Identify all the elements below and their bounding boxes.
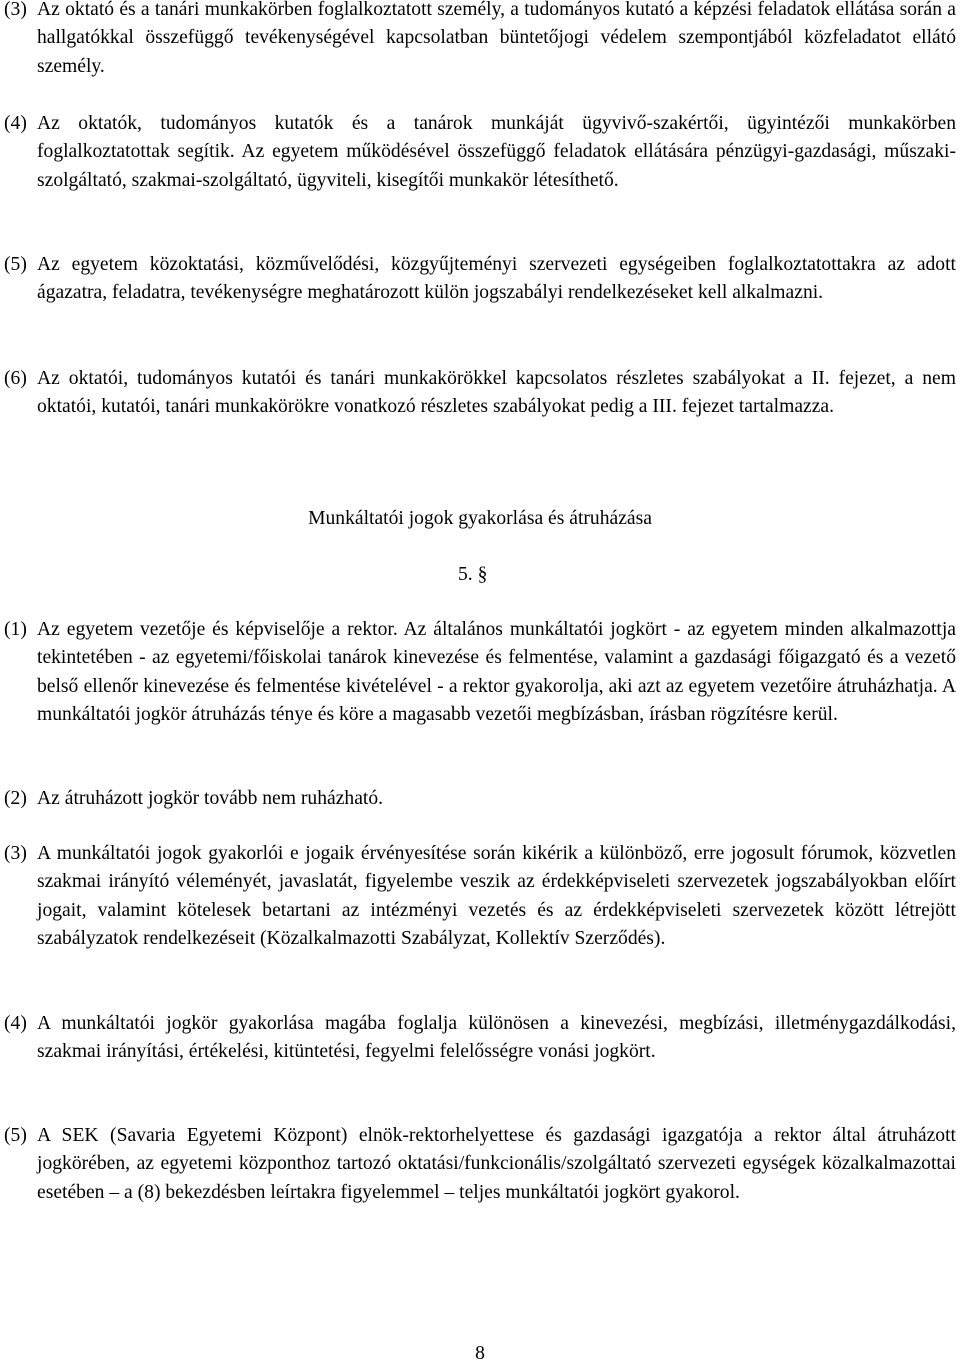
paragraph-number: (6) (4, 368, 27, 389)
paragraph-number: (3) (4, 843, 27, 864)
paragraph-number: (2) (4, 788, 27, 809)
section-heading: Munkáltatói jogok gyakorlása és átruházása (308, 508, 652, 529)
paragraph-number: (4) (4, 113, 27, 134)
paragraph-text: A munkáltatói jogok gyakorlói e jogaik érvényesítése során kikérik a különböző, erre jogosult fórumok, közvetlen szakmai irányító véleményét, javaslatát, figyelembe veszik az érdekképviseleti szervezetek jogszabályokban előírt jogait, valamint kötelesek betartani az intézményi vezetés és az érdekképviseleti szervezetek között létrejött szabályzatok rendelkezéseit (Közalkalmazotti Szabályzat, Kollektív Szerződés). (37, 843, 956, 950)
paragraph-text: Az átruházott jogkör tovább nem ruházható. (37, 788, 384, 809)
paragraph-5 (4, 251, 956, 308)
paragraph-text: Az oktató és a tanári munkakörben foglalkoztatott személy, a tudományos kutató a képzési feladatok ellátása során a hallgatókkal összefüggő tevékenységével kapcsolatban büntetőjogi védelem szempontjából közfeladatot ellátó személy. (37, 0, 956, 77)
paragraph-2 (4, 785, 956, 813)
paragraph-text: Az oktatói, tudományos kutatói és tanári munkakörökkel kapcsolatos részletes szabályokat a II. fejezet, a nem oktatói, kutatói, tanári munkakörökre vonatkozó részletes szabályokat pedig a III. fejezet tartalmazza. (37, 368, 956, 418)
paragraph-number: (4) (4, 1013, 27, 1034)
paragraph-6 (4, 365, 956, 422)
paragraph-text: Az egyetem vezetője és képviselője a rektor. Az általános munkáltatói jogkört - az egyetem minden alkalmazottja tekintetében - az egyetemi/főiskolai tanárok kinevezése és felmentése, valamint a gazdasági főigazgató és a vezető belső ellenőr kinevezése és felmentése kivételével - a rektor gyakorolja, aki azt az egyetem vezetőire átruházhatja. A munkáltatói jogkör átruházás ténye és köre a magasabb vezetői megbízásban, írásban rögzítésre kerül. (37, 619, 956, 726)
paragraph-text: A SEK (Savaria Egyetemi Központ) elnök-rektorhelyettese és gazdasági igazgatója a rektor által átruházott jogkörében, az egyetemi központhoz tartozó oktatási/funkcionális/szolgáltató szervezeti egységek közalkalmazottai esetében – a (8) bekezdésben leírtakra figyelemmel – teljes munkáltatói jogkört gyakorol. (37, 1125, 956, 1203)
paragraph-number: (5) (4, 254, 27, 275)
paragraph-number: (1) (4, 619, 27, 640)
paragraph-text: Az oktatók, tudományos kutatók és a tanárok munkáját ügyvivő-szakértői, ügyintézői munkakörben foglalkoztatottak segítik. Az egyetem működésével összefüggő feladatok ellátására pénzügyi-gazdasági, műszaki-szolgáltató, szakmai-szolgáltató, ügyviteli, kisegítői munkakör létesíthető. (37, 113, 956, 191)
paragraph-3b (4, 840, 956, 954)
paragraph-number: (5) (4, 1125, 27, 1146)
page-number: 8 (475, 1343, 485, 1364)
paragraph-text: Az egyetem közoktatási, közművelődési, közgyűjteményi szervezeti egységeiben foglalkoztatottakra az adott ágazatra, feladatra, tevékenységre meghatározott külön jogszabályi rendelkezéseket kell alkalmazni. (37, 254, 956, 304)
paragraph-4 (4, 110, 956, 195)
paragraph-4b (4, 1010, 956, 1067)
paragraph-3 (4, 0, 956, 81)
paragraph-1 (4, 616, 956, 730)
section-number: 5. § (458, 564, 488, 585)
paragraph-number: (3) (4, 0, 27, 20)
paragraph-text: A munkáltatói jogkör gyakorlása magába foglalja különösen a kinevezési, megbízási, illetménygazdálkodási, szakmai irányítási, értékelési, kitüntetési, fegyelmi felelősségre vonási jogkört. (37, 1013, 956, 1063)
paragraph-5b (4, 1122, 956, 1207)
